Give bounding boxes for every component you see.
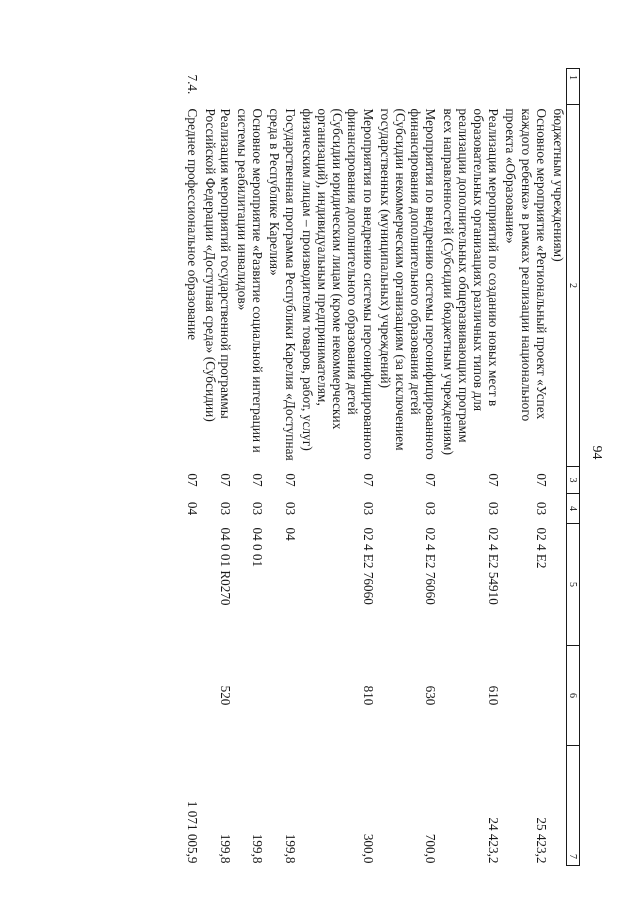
table-row	[300, 69, 378, 866]
row-amount: 1 071 005,9	[185, 800, 201, 864]
row-index	[267, 69, 299, 105]
row-expense-type-code	[267, 646, 299, 746]
row-expense-type-code	[551, 646, 567, 746]
row-index: 7.4.	[185, 74, 201, 95]
row-name: Основное мероприятие «Развитие социальной интеграции и системы реабилитации инвалидов»	[234, 108, 266, 453]
row-subsection-code: 03	[282, 501, 298, 516]
row-amount	[551, 746, 567, 866]
row-index	[378, 69, 441, 105]
row-subsection-code: 04	[185, 501, 201, 516]
row-amount: 199,8	[282, 833, 298, 864]
table-row	[202, 69, 234, 866]
header-col-2: 2	[567, 105, 580, 467]
row-amount: 199,8	[217, 833, 233, 864]
header-col-5: 5	[567, 524, 580, 646]
row-subsection-code	[551, 494, 567, 524]
row-section-code: 07	[360, 473, 376, 487]
row-subsection-code: 03	[486, 501, 502, 516]
row-subsection-code: 03	[217, 501, 233, 516]
header-col-7: 7	[567, 746, 580, 866]
row-section-code: 07	[486, 473, 502, 487]
row-expense-type-code	[185, 646, 202, 746]
row-section-code: 07	[423, 473, 439, 487]
row-name: Реализация мероприятий государственной программы Российской Федерации «Доступная среда» (Субсидии)	[202, 108, 233, 422]
row-target-item-code: 04 0 01 R0270	[217, 527, 233, 606]
row-amount: 25 423,2	[533, 817, 549, 864]
row-amount: 199,8	[250, 833, 266, 864]
row-name: Мероприятия по внедрению системы персонифицированного финансирования дополнительного образования детей (Субсидии юридическим лицам (кроме некоммерческих организаций), индивидуальным предпринимателям, физическим лицам – производителям товаров, работ, услуг)	[299, 108, 376, 460]
table-row	[267, 69, 299, 866]
header-col-4: 4	[567, 494, 580, 524]
row-target-item-code	[551, 524, 567, 646]
row-subsection-code: 03	[360, 501, 376, 516]
row-expense-type-code: 630	[423, 685, 439, 706]
budget-table	[185, 68, 580, 866]
row-section-code	[551, 467, 567, 494]
table-header-row	[567, 69, 580, 866]
row-subsection-code: 03	[423, 501, 439, 516]
row-target-item-code: 02 4 E2 76060	[423, 527, 439, 605]
table-body	[185, 69, 566, 866]
row-index	[235, 69, 267, 105]
row-name: Государственная программа Республики Карелия «Доступная среда в Республике Карелия»	[267, 108, 298, 461]
row-name: Мероприятия по внедрению системы персонифицированного финансирования дополнительного образования детей (Субсидии некоммерческим организациям (за исключением государственных (муниципальных) учреждений)	[377, 108, 439, 460]
row-index	[202, 69, 234, 105]
row-amount: 700,0	[423, 833, 439, 864]
table-row	[503, 69, 551, 866]
row-expense-type-code	[235, 646, 267, 746]
row-name: Основное мероприятие «Региональный проект «Успех каждого ребенка» в рамках реализации национального проекта «Образование»	[503, 108, 549, 422]
row-subsection-code: 03	[250, 501, 266, 516]
row-name: Среднее профессиональное образование	[185, 108, 201, 341]
header-col-3: 3	[567, 467, 580, 494]
row-expense-type-code: 610	[486, 685, 502, 706]
table-row	[235, 69, 267, 866]
row-expense-type-code: 810	[360, 685, 376, 706]
row-section-code: 07	[185, 473, 201, 487]
row-index	[551, 69, 567, 105]
row-expense-type-code: 520	[217, 685, 233, 706]
row-target-item-code: 02 4 E2 76060	[360, 527, 376, 605]
header-col-6: 6	[567, 646, 580, 746]
row-expense-type-code	[503, 646, 551, 746]
row-subsection-code: 03	[533, 501, 549, 516]
row-name: бюджетным учреждениям)	[551, 108, 566, 262]
row-target-item-code	[185, 524, 202, 646]
row-section-code: 07	[250, 473, 266, 487]
table-row	[551, 69, 567, 866]
row-index	[503, 69, 551, 105]
row-index	[300, 69, 378, 105]
table-row	[378, 69, 441, 866]
row-section-code: 07	[217, 473, 233, 487]
row-section-code: 07	[533, 473, 549, 487]
row-name: Реализация мероприятий по созданию новых мест в образовательных организациях различных типов для реализации дополнительных общеразвивающих программ всех направленностей (Субсидии бюджетным учреждениям)	[440, 108, 502, 456]
row-target-item-code: 02 4 E2 54910	[486, 527, 502, 605]
row-target-item-code: 02 4 E2	[533, 527, 549, 569]
page-number: 94	[589, 445, 604, 460]
row-index	[440, 69, 503, 105]
row-target-item-code: 04 0 01	[250, 527, 266, 568]
row-target-item-code: 04	[282, 527, 298, 541]
row-section-code: 07	[282, 473, 298, 487]
table-row	[185, 69, 202, 866]
row-amount: 300,0	[360, 833, 376, 864]
table-row	[440, 69, 503, 866]
header-col-1: 1	[567, 69, 580, 105]
row-amount: 24 423,2	[486, 817, 502, 864]
